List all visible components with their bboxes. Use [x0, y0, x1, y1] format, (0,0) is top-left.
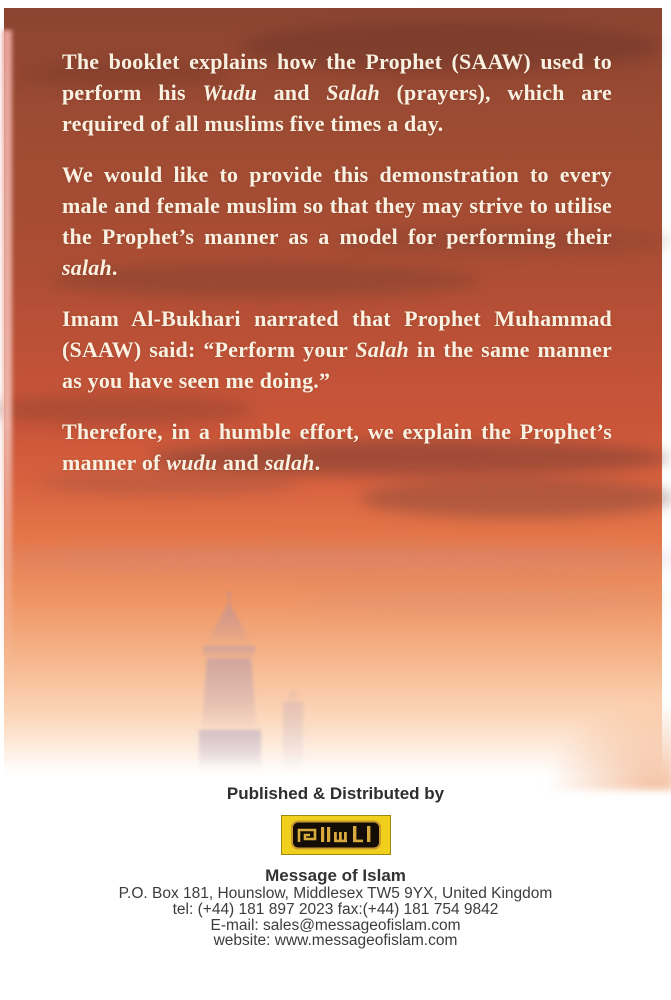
- publisher-logo: [0, 815, 671, 857]
- publisher-website: website: www.messageofislam.com: [213, 932, 458, 950]
- hill-silhouette: [544, 700, 671, 790]
- paragraph-hadith: Imam Al-Bukhari narrated that Prophet Muhammad (SAAW) said: “Perform your Salah in the same manner as you have seen me doing.”: [62, 306, 612, 393]
- publisher-address: P.O. Box 181, Hounslow, Middlesex TW5 9YX, United Kingdom: [118, 885, 553, 902]
- published-by-label: Published & Distributed by: [226, 784, 445, 803]
- publisher-section: [0, 784, 671, 949]
- cloud-decoration: [0, 545, 671, 573]
- publisher-phone-fax: tel: (+44) 181 897 2023 fax:(+44) 181 754 9842: [172, 900, 499, 918]
- paragraph-demonstration: We would like to provide this demonstration to every male and female muslim so that they may strive to utilise the Prophet’s manner as a model for performing their salah.: [62, 162, 612, 280]
- cover-text: [62, 46, 612, 498]
- spine-light-strip: [2, 30, 12, 690]
- paragraph-conclusion: Therefore, in a humble effort, we explain the Prophet’s manner of wudu and salah.: [62, 419, 612, 475]
- paragraph-booklet-intro: The booklet explains how the Prophet (SAAW) used to perform his Wudu and Salah (prayers), which are required of all muslims five times a day.: [62, 49, 612, 136]
- cloud-decoration: [300, 590, 670, 612]
- publisher-name: Message of Islam: [265, 866, 406, 885]
- minaret-silhouette-icon: [197, 590, 317, 790]
- square-kufic-salam-logo-icon: [281, 815, 391, 855]
- publisher-email: E-mail: sales@messageofislam.com: [210, 916, 461, 934]
